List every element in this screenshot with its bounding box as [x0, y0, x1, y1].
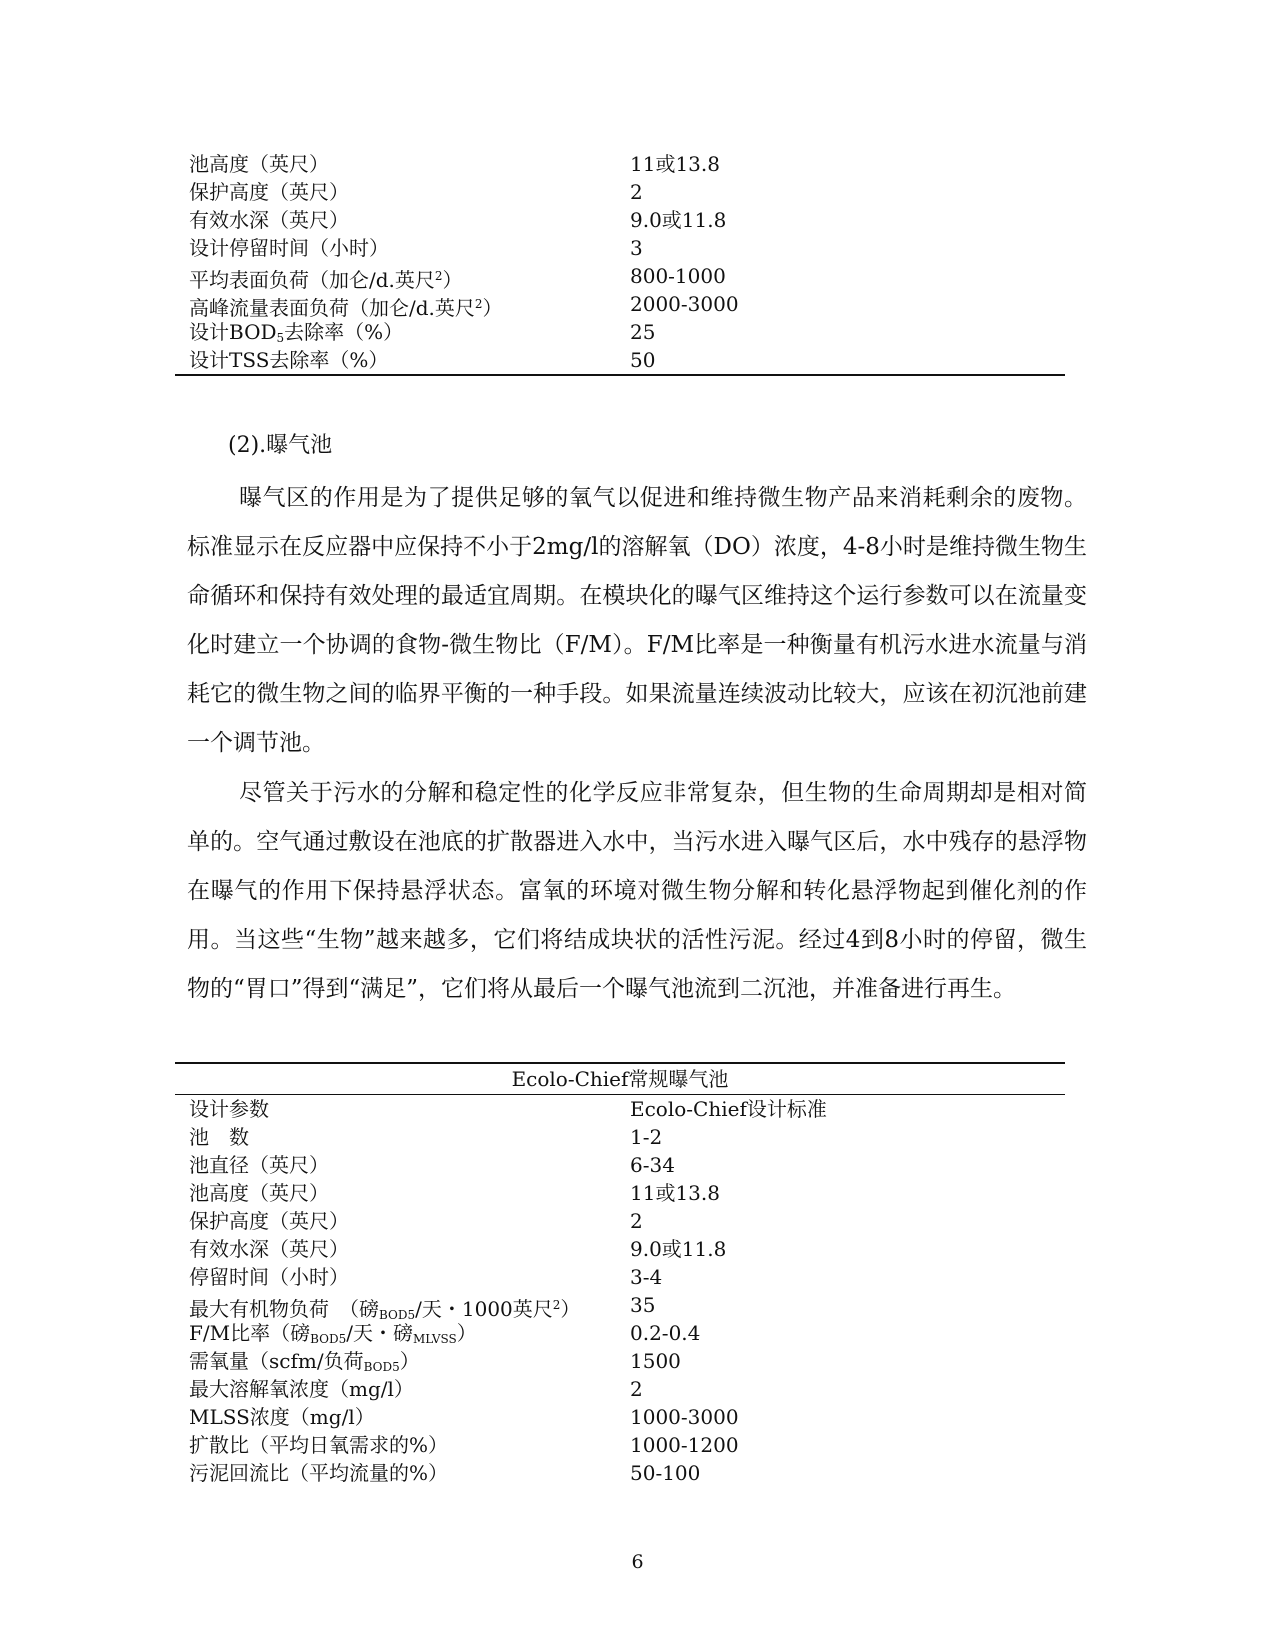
value-cell: 2	[630, 1377, 643, 1401]
param-cell: 高峰流量表面负荷（加仑/d.英尺$^2$）	[189, 296, 503, 320]
page-number: 6	[631, 1551, 644, 1573]
value-cell: 1000-3000	[630, 1405, 739, 1429]
table-caption: Ecolo-Chief常规曝气池	[175, 1064, 1065, 1095]
header-param: 设计参数	[189, 1097, 269, 1121]
param-cell: 平均表面负荷（加仑/d.英尺$^2$）	[189, 268, 463, 292]
table-row	[175, 1123, 1065, 1151]
value-cell: 2000-3000	[630, 292, 739, 316]
table-row	[175, 1403, 1065, 1431]
table-row	[175, 234, 1065, 262]
value-cell: 50-100	[630, 1461, 701, 1485]
param-cell: F/M比率（磅$_{BOD5}$/天・磅$_{MLVSS}$）	[189, 1321, 477, 1346]
value-cell: 1000-1200	[630, 1433, 739, 1457]
body-paragraph: 曝气区的作用是为了提供足够的氧气以促进和维持微生物产品来消耗剩余的废物。标准显示在反应器中应保持不小于2mg/l的溶解氧（DO）浓度，4-8小时是维持微生物生命循环和保持有效处理的最适宜周期。在模块化的曝气区维持这个运行参数可以在流量变化时建立一个协调的食物-微生物比（F/M）。F/M比率是一种衡量有机污水进水流量与消耗它的微生物之间的临界平衡的一种手段。如果流量连续波动比较大，应该在初沉池前建一个调节池。	[187, 485, 1087, 756]
table-row	[175, 1319, 1065, 1347]
param-cell: 保护高度（英尺）	[189, 1209, 349, 1233]
table-row	[175, 178, 1065, 206]
design-table-continued	[175, 150, 1065, 376]
table-row	[175, 1347, 1065, 1375]
value-cell: 2	[630, 180, 643, 204]
table-row	[175, 150, 1065, 178]
table-row	[175, 1291, 1065, 1322]
table-row	[175, 346, 1065, 376]
table-row	[175, 318, 1065, 346]
value-cell: 2	[630, 1209, 643, 1233]
table-row	[175, 1263, 1065, 1291]
param-cell: 设计$BOD_5$去除率（%）	[189, 320, 404, 345]
value-cell: 3-4	[630, 1265, 663, 1289]
value-cell: 11或13.8	[630, 152, 720, 176]
param-cell: 池高度（英尺）	[189, 152, 329, 176]
table-header-row	[175, 1095, 1065, 1123]
table-row	[175, 1179, 1065, 1207]
table-row	[175, 1459, 1065, 1487]
aeration-tank-table	[175, 1062, 1065, 1487]
param-cell: 设计TSS去除率（%）	[189, 348, 389, 372]
param-cell: 有效水深（英尺）	[189, 1237, 349, 1261]
table-row	[175, 262, 1065, 290]
table-row	[175, 1235, 1065, 1263]
value-cell: 50	[630, 348, 656, 372]
param-cell: 扩散比（平均日氧需求的%）	[189, 1433, 449, 1457]
value-cell: 9.0或11.8	[630, 1237, 727, 1261]
value-cell: 11或13.8	[630, 1181, 720, 1205]
param-cell: 池 数	[189, 1125, 249, 1149]
table-row	[175, 290, 1065, 318]
param-cell: 停留时间（小时）	[189, 1265, 349, 1289]
param-cell: 需氧量（scfm/负荷$_{BOD5}$）	[189, 1349, 420, 1374]
value-cell: 0.2-0.4	[630, 1321, 701, 1345]
param-cell: 保护高度（英尺）	[189, 180, 349, 204]
param-cell: 有效水深（英尺）	[189, 208, 349, 232]
param-cell: 池直径（英尺）	[189, 1153, 329, 1177]
table-row	[175, 1431, 1065, 1459]
value-cell: 35	[630, 1293, 656, 1317]
table-row	[175, 206, 1065, 234]
value-cell: 3	[630, 236, 643, 260]
value-cell: 25	[630, 320, 656, 344]
header-value: Ecolo-Chief设计标准	[630, 1097, 827, 1121]
value-cell: 6-34	[630, 1153, 675, 1177]
value-cell: 800-1000	[630, 264, 726, 288]
param-cell: 设计停留时间（小时）	[189, 236, 389, 260]
value-cell: 1-2	[630, 1125, 663, 1149]
param-cell: 污泥回流比（平均流量的%）	[189, 1461, 449, 1485]
value-cell: 9.0或11.8	[630, 208, 727, 232]
param-cell: 最大有机物负荷 （磅$_{BOD5}$/天・1000英尺$^2$）	[189, 1297, 581, 1322]
param-cell: 池高度（英尺）	[189, 1181, 329, 1205]
value-cell: 1500	[630, 1349, 681, 1373]
param-cell: MLSS浓度（mg/l）	[189, 1405, 375, 1429]
table-row	[175, 1207, 1065, 1235]
body-paragraph: 尽管关于污水的分解和稳定性的化学反应非常复杂，但生物的生命周期却是相对简单的。空气通过敷设在池底的扩散器进入水中，当污水进入曝气区后，水中残存的悬浮物在曝气的作用下保持悬浮状态。富氧的环境对微生物分解和转化悬浮物起到催化剂的作用。当这些“生物”越来越多，它们将结成块状的活性污泥。经过4到8小时的停留，微生物的“胃口”得到“满足”，它们将从最后一个曝气池流到二沉池，并准备进行再生。	[187, 780, 1087, 1002]
section-heading: (2).曝气池	[228, 433, 333, 458]
table-row	[175, 1375, 1065, 1403]
table-row	[175, 1151, 1065, 1179]
param-cell: 最大溶解氧浓度（mg/l）	[189, 1377, 414, 1401]
